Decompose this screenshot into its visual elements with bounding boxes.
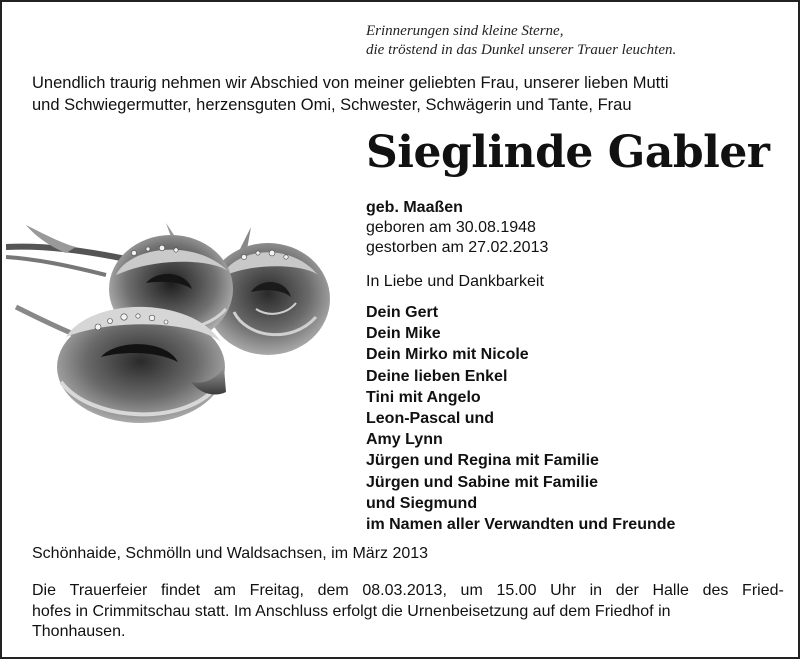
funeral-line-2: hofes in Crimmitschau statt. Im Anschluss erfolgt die Urnenbeisetzung auf dem Friedhof in (32, 602, 671, 620)
birth-date: geboren am 30.08.1948 (366, 219, 536, 236)
motto-line-1: Erinnerungen sind kleine Sterne, (366, 23, 564, 39)
maiden-name: geb. Maaßen (366, 199, 463, 216)
closing-phrase: In Liebe und Dankbarkeit (366, 273, 544, 290)
mourner-item: Jürgen und Regina mit Familie (366, 452, 599, 470)
mourner-item: Dein Mike (366, 325, 441, 343)
motto-quote (366, 22, 786, 60)
deceased-details (366, 198, 548, 258)
mourner-item: Deine lieben Enkel (366, 367, 508, 385)
intro-text (32, 72, 782, 116)
funeral-line-3: Thonhausen. (32, 623, 126, 640)
mourner-item: Dein Mirko mit Nicole (366, 346, 529, 364)
deceased-name: Sieglinde Gabler (366, 127, 770, 178)
death-date: gestorben am 27.02.2013 (366, 239, 549, 256)
mourner-item: Jürgen und Sabine mit Familie (366, 473, 599, 491)
mourner-item: Tini mit Angelo (366, 388, 481, 406)
mourner-item: Leon-Pascal und (366, 410, 495, 428)
mourners-list (366, 302, 675, 535)
intro-line-2: und Schwiegermutter, herzensguten Omi, Schwester, Schwägerin und Tante, Frau (32, 96, 632, 114)
intro-line-1: Unendlich traurig nehmen wir Abschied von meiner geliebten Frau, unserer lieben Mutti (32, 74, 669, 92)
motto-line-2: die tröstend in das Dunkel unserer Trauer leuchten. (366, 42, 677, 58)
mourner-item: Amy Lynn (366, 431, 443, 449)
funeral-line-1: Die Trauerfeier findet am Freitag, dem 08.03.2013, um 15.00 Uhr in der Halle des Fried- (32, 582, 784, 599)
rose-front (57, 307, 226, 423)
mourner-item: im Namen aller Verwandten und Freunde (366, 516, 676, 534)
place-and-date: Schönhaide, Schmölln und Waldsachsen, im März 2013 (32, 545, 429, 562)
mourner-item: und Siegmund (366, 494, 478, 512)
funeral-information (32, 581, 784, 643)
roses-image (6, 217, 346, 437)
mourner-item: Dein Gert (366, 304, 439, 321)
